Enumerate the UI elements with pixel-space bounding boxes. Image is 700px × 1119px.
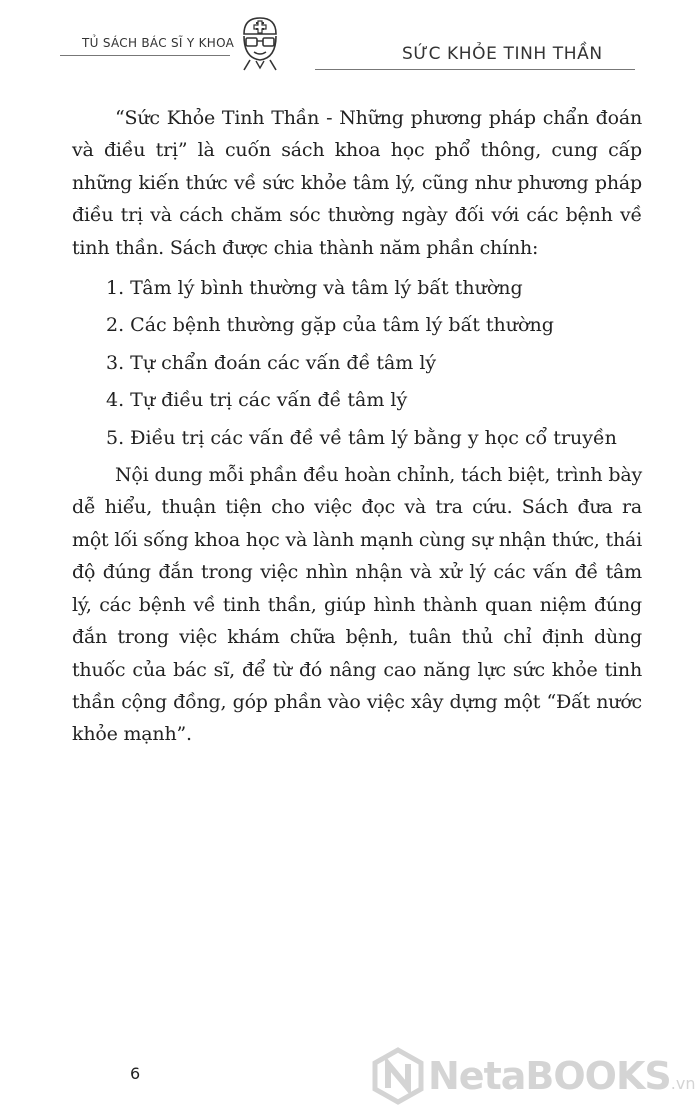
watermark-brand: NetaBOOKS <box>428 1054 671 1098</box>
list-item: 3. Tự chẩn đoán các vấn đề tâm lý <box>106 351 437 374</box>
list-item: 4. Tự điều trị các vấn đề tâm lý <box>106 389 408 412</box>
doctor-icon <box>230 14 290 72</box>
watermark-suffix: .vn <box>670 1074 696 1093</box>
header-rule-right <box>315 69 635 70</box>
list-item: 2. Các bệnh thường gặp của tâm lý bất thường <box>106 314 554 337</box>
watermark-text <box>428 1054 695 1098</box>
page-number: 6 <box>130 1064 141 1083</box>
watermark <box>368 1046 696 1106</box>
parts-list <box>72 272 642 454</box>
list-item: 5. Điều trị các vấn đề về tâm lý bằng y học cổ truyền <box>106 426 617 449</box>
book-title: SỨC KHỎE TINH THẦN <box>402 44 603 64</box>
netabooks-logo-icon <box>368 1046 428 1106</box>
page-body <box>72 102 642 751</box>
header-rule-left <box>60 55 230 56</box>
list-item: 1. Tâm lý bình thường và tâm lý bất thường <box>106 277 523 300</box>
intro-paragraph: “Sức Khỏe Tinh Thần - Những phương pháp chẩn đoán và điều trị” là cuốn sách khoa học phổ thông, cung cấp những kiến thức về sức khỏe tâm lý, cũng như phương pháp điều trị và cách chăm sóc thường ngày đối với các bệnh về tinh thần. Sách được chia thành năm phần chính: <box>72 107 642 259</box>
conclusion-paragraph: Nội dung mỗi phần đều hoàn chỉnh, tách biệt, trình bày dễ hiểu, thuận tiện cho việc đọc và tra cứu. Sách đưa ra một lối sống khoa học và lành mạnh cùng sự nhận thức, thái độ đúng đắn trong việc nhìn nhận và xử lý các vấn đề tâm lý, các bệnh về tinh thần, giúp hình thành quan niệm đúng đắn trong việc khám chữa bệnh, tuân thủ chỉ định dùng thuốc của bác sĩ, để từ đó nâng cao năng lực sức khỏe tinh thần cộng đồng, góp phần vào việc xây dựng một “Đất nước khỏe mạnh”. <box>72 464 642 746</box>
series-title: TỦ SÁCH BÁC SĨ Y KHOA <box>82 36 235 50</box>
